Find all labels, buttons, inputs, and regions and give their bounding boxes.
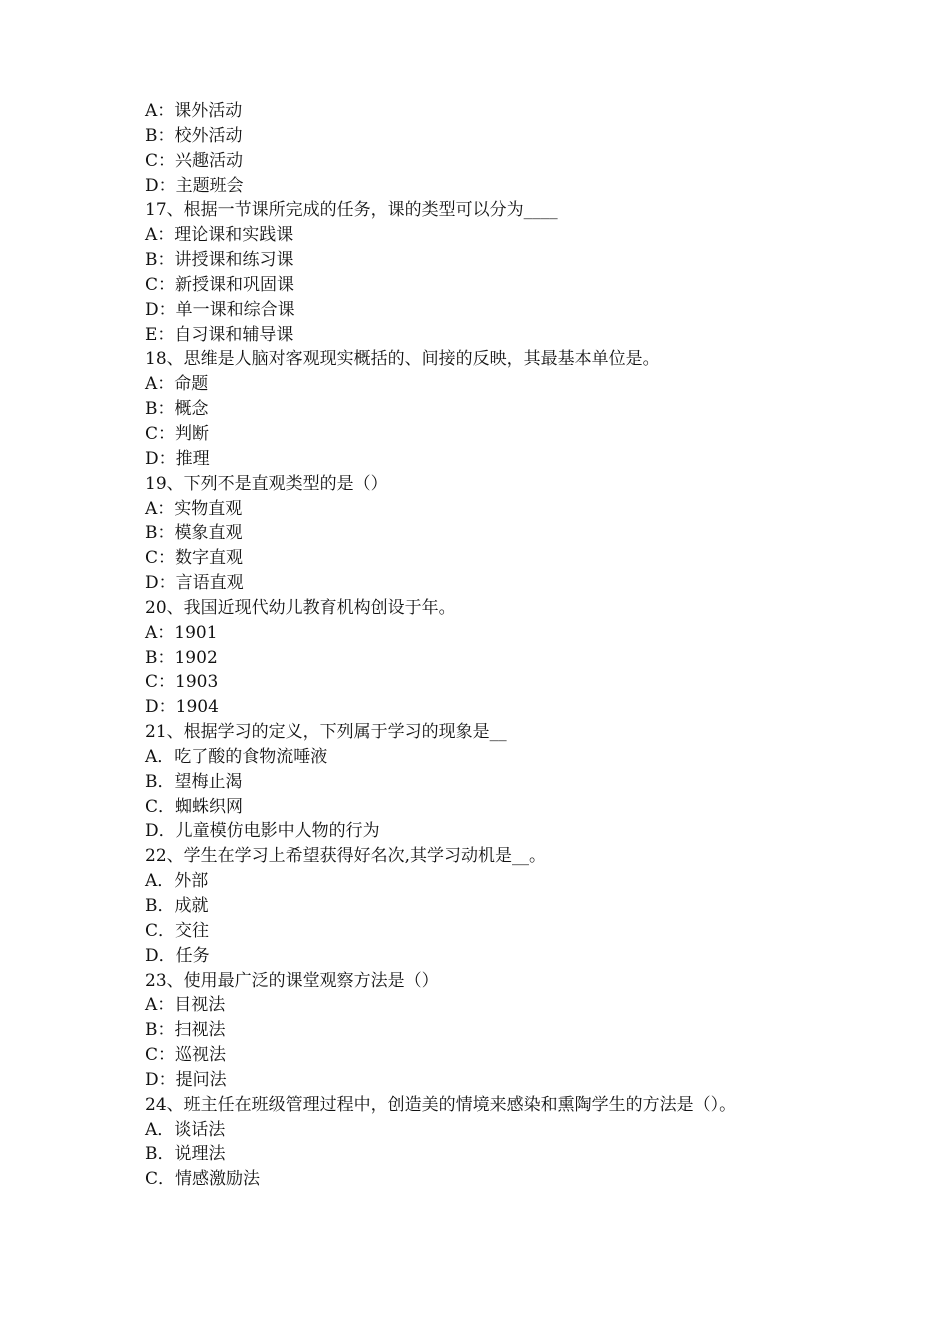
question-24: 24、班主任在班级管理过程中，创造美的情境来感染和熏陶学生的方法是（）。: [145, 1094, 737, 1115]
option-line: C：新授课和巩固课: [145, 274, 295, 295]
option-line: B：1902: [145, 647, 218, 668]
option-line: D：推理: [145, 448, 210, 469]
option-line: B．成就: [145, 896, 209, 916]
option-line: A．吃了酸的食物流唾液: [145, 746, 328, 767]
option-line: A．谈话法: [145, 1119, 226, 1140]
option-line: A：实物直观: [145, 498, 243, 519]
option-line: B．望梅止渴: [145, 771, 243, 792]
option-line: A．外部: [145, 871, 209, 892]
option-line: D：单一课和综合课: [145, 299, 295, 320]
question-17: 17、根据一节课所完成的任务，课的类型可以分为____: [145, 200, 558, 221]
option-line: B：校外活动: [145, 125, 243, 146]
option-line: D：主题班会: [145, 175, 244, 196]
option-line: D．任务: [145, 945, 210, 966]
question-20: 20、我国近现代幼儿教育机构创设于年。: [145, 597, 456, 618]
option-line: D：言语直观: [145, 573, 244, 594]
question-23: 23、使用最广泛的课堂观察方法是（）: [145, 970, 439, 991]
option-line: B：扫视法: [145, 1020, 226, 1041]
question-19: 19、下列不是直观类型的是（）: [145, 473, 388, 494]
question-21: 21、根据学习的定义，下列属于学习的现象是__: [145, 722, 507, 743]
option-line: D：1904: [145, 697, 219, 718]
option-line: C：1903: [145, 672, 219, 693]
option-line: C．情感激励法: [145, 1169, 261, 1190]
document-page: [145, 99, 845, 1192]
option-line: C：兴趣活动: [145, 150, 244, 171]
option-line: A：目视法: [145, 995, 226, 1016]
option-line: A：课外活动: [145, 101, 243, 121]
option-line: A：命题: [145, 374, 209, 395]
option-line: C：数字直观: [145, 548, 244, 569]
option-line: A：1901: [145, 622, 218, 643]
option-line: E：自习课和辅导课: [145, 324, 294, 345]
option-line: B：讲授课和练习课: [145, 250, 294, 271]
option-line: A：理论课和实践课: [145, 225, 294, 246]
option-line: C．蜘蛛织网: [145, 796, 244, 817]
option-line: B：概念: [145, 399, 209, 420]
option-line: D：提问法: [145, 1069, 227, 1090]
option-line: B．说理法: [145, 1144, 226, 1165]
option-line: C：判断: [145, 423, 210, 444]
option-line: C．交往: [145, 920, 210, 941]
option-line: D．儿童模仿电影中人物的行为: [145, 821, 380, 842]
option-line: C：巡视法: [145, 1045, 227, 1066]
option-line: B：模象直观: [145, 523, 243, 544]
question-18: 18、思维是人脑对客观现实概括的、间接的反映，其最基本单位是。: [145, 349, 660, 370]
question-22: 22、学生在学习上希望获得好名次,其学习动机是__。: [145, 846, 547, 867]
